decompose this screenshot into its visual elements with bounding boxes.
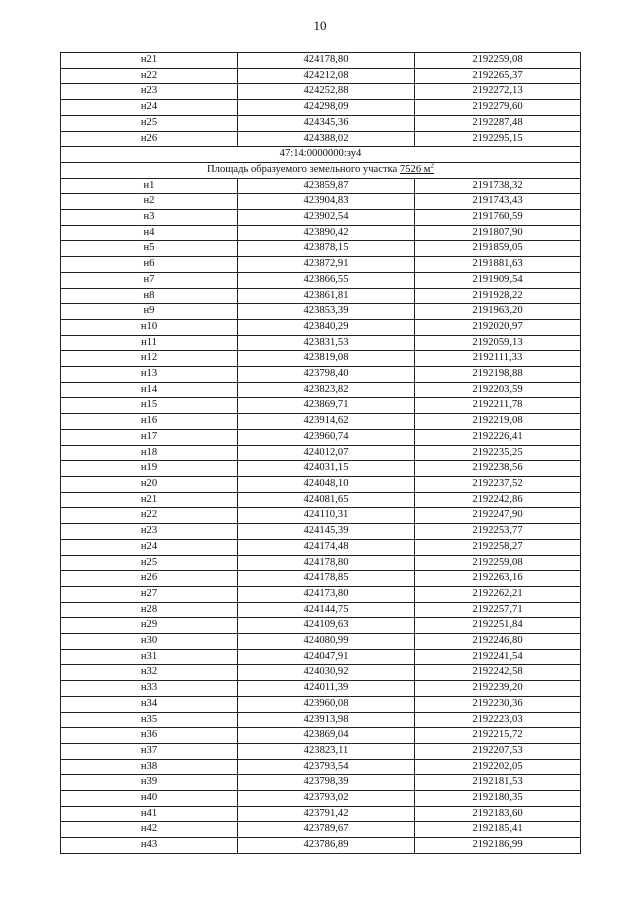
y-coordinate: 2192226,41 [415, 429, 581, 445]
point-label: н4 [61, 225, 238, 241]
table-row [61, 476, 581, 492]
table-row [61, 414, 581, 430]
x-coordinate: 423793,02 [238, 791, 415, 807]
x-coordinate: 424144,75 [238, 602, 415, 618]
table-row [61, 178, 581, 194]
area-row [61, 162, 581, 178]
table-row [61, 398, 581, 414]
point-label: н28 [61, 602, 238, 618]
x-coordinate: 423878,15 [238, 241, 415, 257]
coordinates-table [60, 52, 581, 854]
table-row [61, 367, 581, 383]
table-row [61, 272, 581, 288]
table-row [61, 634, 581, 650]
x-coordinate: 423869,04 [238, 728, 415, 744]
y-coordinate: 2192238,56 [415, 461, 581, 477]
table-row [61, 68, 581, 84]
x-coordinate: 424173,80 [238, 586, 415, 602]
y-coordinate: 2192180,35 [415, 791, 581, 807]
point-label: н5 [61, 241, 238, 257]
y-coordinate: 2192251,84 [415, 618, 581, 634]
point-label: н25 [61, 555, 238, 571]
point-label: н2 [61, 194, 238, 210]
point-label: н34 [61, 696, 238, 712]
x-coordinate: 424345,36 [238, 115, 415, 131]
table-row [61, 288, 581, 304]
area-label: Площадь образуемого земельного участка [207, 163, 398, 175]
y-coordinate: 2192186,99 [415, 838, 581, 854]
x-coordinate: 423861,81 [238, 288, 415, 304]
x-coordinate: 423872,91 [238, 257, 415, 273]
x-coordinate: 423866,55 [238, 272, 415, 288]
y-coordinate: 2191963,20 [415, 304, 581, 320]
y-coordinate: 2192215,72 [415, 728, 581, 744]
table-row [61, 257, 581, 273]
y-coordinate: 2192219,08 [415, 414, 581, 430]
point-label: н12 [61, 351, 238, 367]
point-label: н26 [61, 131, 238, 147]
x-coordinate: 423960,08 [238, 696, 415, 712]
table-row [61, 335, 581, 351]
point-label: н26 [61, 571, 238, 587]
x-coordinate: 423913,98 [238, 712, 415, 728]
x-coordinate: 423798,40 [238, 367, 415, 383]
y-coordinate: 2192272,13 [415, 84, 581, 100]
point-label: н31 [61, 649, 238, 665]
table-row [61, 84, 581, 100]
point-label: н25 [61, 115, 238, 131]
y-coordinate: 2192263,16 [415, 571, 581, 587]
x-coordinate: 424048,10 [238, 476, 415, 492]
table-row [61, 822, 581, 838]
table-row [61, 759, 581, 775]
table-row [61, 241, 581, 257]
y-coordinate: 2192198,88 [415, 367, 581, 383]
x-coordinate: 423798,39 [238, 775, 415, 791]
y-coordinate: 2192242,86 [415, 492, 581, 508]
x-coordinate: 424011,39 [238, 681, 415, 697]
x-coordinate: 424030,92 [238, 665, 415, 681]
table-row [61, 194, 581, 210]
table-row [61, 319, 581, 335]
point-label: н37 [61, 743, 238, 759]
y-coordinate: 2191760,59 [415, 210, 581, 226]
y-coordinate: 2192257,71 [415, 602, 581, 618]
x-coordinate: 424109,63 [238, 618, 415, 634]
y-coordinate: 2192287,48 [415, 115, 581, 131]
x-coordinate: 423902,54 [238, 210, 415, 226]
point-label: н8 [61, 288, 238, 304]
y-coordinate: 2191807,90 [415, 225, 581, 241]
table-row [61, 665, 581, 681]
point-label: н1 [61, 178, 238, 194]
area-unit-sup: 2 [430, 162, 434, 170]
point-label: н11 [61, 335, 238, 351]
parcel-id-row [61, 147, 581, 163]
point-label: н30 [61, 634, 238, 650]
y-coordinate: 2192259,08 [415, 555, 581, 571]
y-coordinate: 2192295,15 [415, 131, 581, 147]
point-label: н21 [61, 492, 238, 508]
area-value: 7526 [399, 163, 422, 175]
y-coordinate: 2192262,21 [415, 586, 581, 602]
table-row [61, 539, 581, 555]
x-coordinate: 424388,02 [238, 131, 415, 147]
area-value-group [400, 164, 434, 175]
point-label: н18 [61, 445, 238, 461]
table-row [61, 571, 581, 587]
x-coordinate: 423823,82 [238, 382, 415, 398]
parcel-id: 47:14:0000000:зу4 [61, 147, 581, 163]
x-coordinate: 423840,29 [238, 319, 415, 335]
table-row [61, 712, 581, 728]
point-label: н9 [61, 304, 238, 320]
table-row [61, 508, 581, 524]
y-coordinate: 2191743,43 [415, 194, 581, 210]
table-row [61, 618, 581, 634]
y-coordinate: 2192265,37 [415, 68, 581, 84]
x-coordinate: 423869,71 [238, 398, 415, 414]
point-label: н32 [61, 665, 238, 681]
y-coordinate: 2192259,08 [415, 53, 581, 69]
x-coordinate: 423960,74 [238, 429, 415, 445]
point-label: н7 [61, 272, 238, 288]
x-coordinate: 424298,09 [238, 100, 415, 116]
coordinates-rows-main [61, 178, 581, 853]
y-coordinate: 2192211,78 [415, 398, 581, 414]
point-label: н24 [61, 100, 238, 116]
point-label: н29 [61, 618, 238, 634]
y-coordinate: 2192237,52 [415, 476, 581, 492]
y-coordinate: 2192253,77 [415, 524, 581, 540]
x-coordinate: 423793,54 [238, 759, 415, 775]
x-coordinate: 424080,99 [238, 634, 415, 650]
y-coordinate: 2192020,97 [415, 319, 581, 335]
x-coordinate: 424145,39 [238, 524, 415, 540]
y-coordinate: 2191738,32 [415, 178, 581, 194]
point-label: н39 [61, 775, 238, 791]
x-coordinate: 423789,67 [238, 822, 415, 838]
page-number: 10 [313, 18, 327, 33]
table-row [61, 304, 581, 320]
area-unit: м [423, 163, 431, 175]
x-coordinate: 424081,65 [238, 492, 415, 508]
y-coordinate: 2191881,63 [415, 257, 581, 273]
point-label: н40 [61, 791, 238, 807]
point-label: н42 [61, 822, 238, 838]
point-label: н10 [61, 319, 238, 335]
table-row [61, 681, 581, 697]
y-coordinate: 2191909,54 [415, 272, 581, 288]
table-row [61, 382, 581, 398]
table-row [61, 115, 581, 131]
table-row [61, 53, 581, 69]
area-cell [61, 162, 581, 178]
y-coordinate: 2192185,41 [415, 822, 581, 838]
x-coordinate: 424047,91 [238, 649, 415, 665]
y-coordinate: 2192230,36 [415, 696, 581, 712]
x-coordinate: 424031,15 [238, 461, 415, 477]
y-coordinate: 2192247,90 [415, 508, 581, 524]
point-label: н27 [61, 586, 238, 602]
table-row [61, 100, 581, 116]
x-coordinate: 424252,88 [238, 84, 415, 100]
table-row [61, 806, 581, 822]
table-row [61, 445, 581, 461]
point-label: н38 [61, 759, 238, 775]
y-coordinate: 2192258,27 [415, 539, 581, 555]
table-row [61, 696, 581, 712]
table-row [61, 210, 581, 226]
x-coordinate: 423819,08 [238, 351, 415, 367]
point-label: н20 [61, 476, 238, 492]
point-label: н23 [61, 524, 238, 540]
table-row [61, 131, 581, 147]
point-label: н43 [61, 838, 238, 854]
x-coordinate: 424178,80 [238, 555, 415, 571]
x-coordinate: 424012,07 [238, 445, 415, 461]
point-label: н35 [61, 712, 238, 728]
parcel-header [61, 147, 581, 178]
y-coordinate: 2192203,59 [415, 382, 581, 398]
table-row [61, 225, 581, 241]
y-coordinate: 2192235,25 [415, 445, 581, 461]
point-label: н41 [61, 806, 238, 822]
x-coordinate: 423904,83 [238, 194, 415, 210]
point-label: н36 [61, 728, 238, 744]
point-label: н3 [61, 210, 238, 226]
table-row [61, 555, 581, 571]
table-row [61, 492, 581, 508]
point-label: н17 [61, 429, 238, 445]
y-coordinate: 2192181,53 [415, 775, 581, 791]
y-coordinate: 2192242,58 [415, 665, 581, 681]
point-label: н21 [61, 53, 238, 69]
point-label: н22 [61, 68, 238, 84]
table-row [61, 524, 581, 540]
y-coordinate: 2192111,33 [415, 351, 581, 367]
table-row [61, 791, 581, 807]
x-coordinate: 424178,85 [238, 571, 415, 587]
table-row [61, 743, 581, 759]
point-label: н22 [61, 508, 238, 524]
table-row [61, 838, 581, 854]
x-coordinate: 423859,87 [238, 178, 415, 194]
y-coordinate: 2192279,60 [415, 100, 581, 116]
table-row [61, 429, 581, 445]
point-label: н13 [61, 367, 238, 383]
point-label: н33 [61, 681, 238, 697]
point-label: н6 [61, 257, 238, 273]
point-label: н24 [61, 539, 238, 555]
point-label: н15 [61, 398, 238, 414]
table-row [61, 649, 581, 665]
y-coordinate: 2192241,54 [415, 649, 581, 665]
y-coordinate: 2192059,13 [415, 335, 581, 351]
point-label: н23 [61, 84, 238, 100]
point-label: н14 [61, 382, 238, 398]
x-coordinate: 423786,89 [238, 838, 415, 854]
x-coordinate: 424178,80 [238, 53, 415, 69]
y-coordinate: 2192223,03 [415, 712, 581, 728]
x-coordinate: 424174,48 [238, 539, 415, 555]
y-coordinate: 2192183,60 [415, 806, 581, 822]
table-row [61, 586, 581, 602]
x-coordinate: 423791,42 [238, 806, 415, 822]
y-coordinate: 2191859,05 [415, 241, 581, 257]
x-coordinate: 423831,53 [238, 335, 415, 351]
table-row [61, 602, 581, 618]
table-row [61, 461, 581, 477]
x-coordinate: 423914,62 [238, 414, 415, 430]
point-label: н16 [61, 414, 238, 430]
table-row [61, 728, 581, 744]
point-label: н19 [61, 461, 238, 477]
x-coordinate: 423853,39 [238, 304, 415, 320]
y-coordinate: 2192246,80 [415, 634, 581, 650]
y-coordinate: 2192202,05 [415, 759, 581, 775]
table-row [61, 775, 581, 791]
x-coordinate: 424110,31 [238, 508, 415, 524]
coordinates-rows-top [61, 53, 581, 147]
y-coordinate: 2191928,22 [415, 288, 581, 304]
x-coordinate: 423823,11 [238, 743, 415, 759]
y-coordinate: 2192239,20 [415, 681, 581, 697]
x-coordinate: 424212,08 [238, 68, 415, 84]
x-coordinate: 423890,42 [238, 225, 415, 241]
table-row [61, 351, 581, 367]
y-coordinate: 2192207,53 [415, 743, 581, 759]
